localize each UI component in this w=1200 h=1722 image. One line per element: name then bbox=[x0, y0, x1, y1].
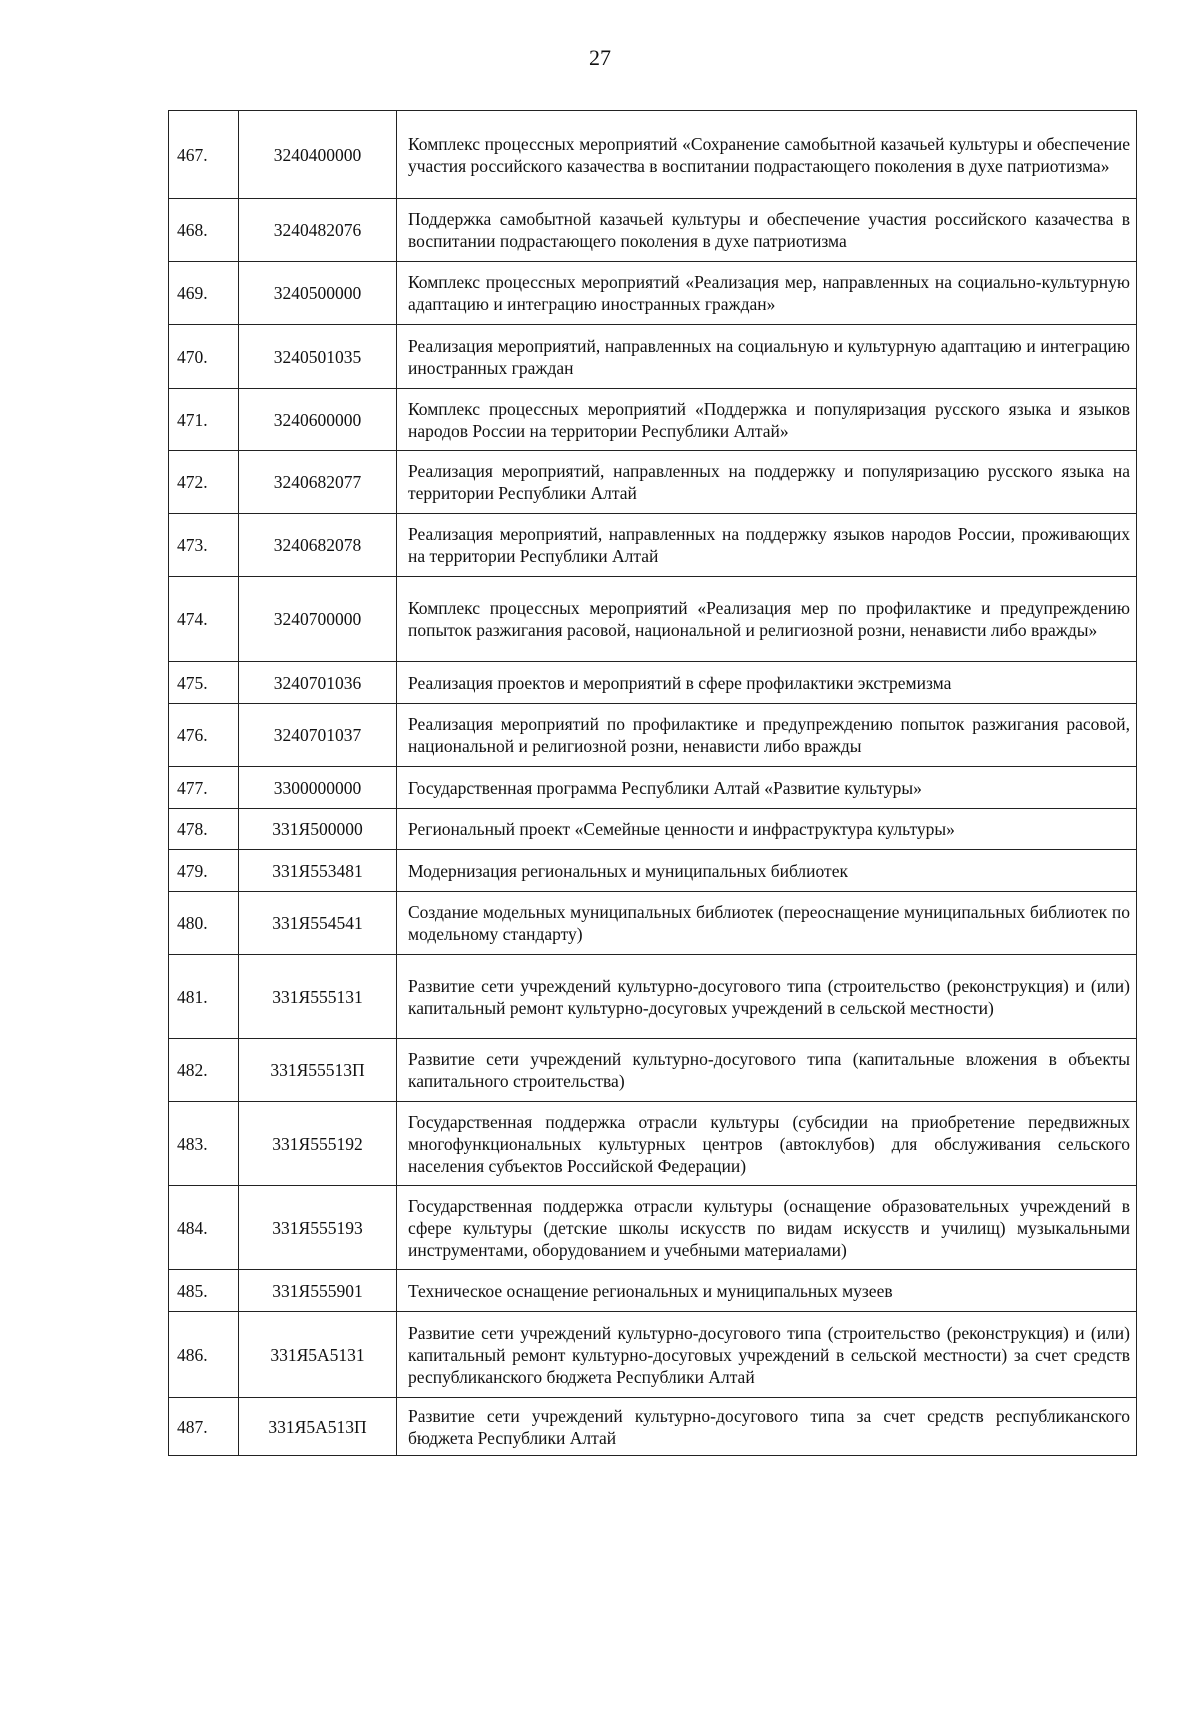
row-number-cell: 481. bbox=[169, 955, 239, 1039]
table-row bbox=[169, 514, 1137, 577]
expense-name-cell: Создание модельных муниципальных библиотек (переоснащение муниципальных библиотек по модельному стандарту) bbox=[397, 892, 1137, 955]
expense-name-cell: Комплекс процессных мероприятий «Реализация мер по профилактике и предупреждению попыток разжигания расовой, национальной и религиозной розни, ненависти либо вражды» bbox=[397, 577, 1137, 662]
expense-name-cell: Реализация проектов и мероприятий в сфере профилактики экстремизма bbox=[397, 662, 1137, 704]
table-row bbox=[169, 325, 1137, 389]
budget-code-cell: 331Я555192 bbox=[239, 1102, 397, 1186]
budget-code-cell: 331Я555131 bbox=[239, 955, 397, 1039]
budget-code-cell: 3240682078 bbox=[239, 514, 397, 577]
budget-code-cell: 3240701036 bbox=[239, 662, 397, 704]
expense-name-cell: Развитие сети учреждений культурно-досугового типа (капитальные вложения в объекты капитального строительства) bbox=[397, 1039, 1137, 1102]
budget-code-cell: 3240682077 bbox=[239, 451, 397, 514]
budget-code-cell: 3240600000 bbox=[239, 389, 397, 451]
budget-code-cell: 3240701037 bbox=[239, 704, 397, 767]
expense-name-cell: Развитие сети учреждений культурно-досугового типа (строительство (реконструкция) и (или) капитальный ремонт культурно-досуговых учреждений в сельской местности) bbox=[397, 955, 1137, 1039]
budget-code-cell: 331Я553481 bbox=[239, 850, 397, 892]
row-number-cell: 477. bbox=[169, 767, 239, 809]
table-row bbox=[169, 451, 1137, 514]
row-number-cell: 484. bbox=[169, 1186, 239, 1270]
row-number-cell: 472. bbox=[169, 451, 239, 514]
budget-code-cell: 331Я500000 bbox=[239, 809, 397, 850]
row-number-cell: 478. bbox=[169, 809, 239, 850]
row-number-cell: 476. bbox=[169, 704, 239, 767]
row-number-cell: 479. bbox=[169, 850, 239, 892]
expense-name-cell: Комплекс процессных мероприятий «Реализация мер, направленных на социально-культурную адаптацию и интеграцию иностранных граждан» bbox=[397, 262, 1137, 325]
expense-name-cell: Комплекс процессных мероприятий «Поддержка и популяризация русского языка и языков народов России на территории Республики Алтай» bbox=[397, 389, 1137, 451]
table-row bbox=[169, 1398, 1137, 1456]
row-number-cell: 475. bbox=[169, 662, 239, 704]
table-row bbox=[169, 1039, 1137, 1102]
row-number-cell: 474. bbox=[169, 577, 239, 662]
table-row bbox=[169, 892, 1137, 955]
table-row bbox=[169, 767, 1137, 809]
table-row bbox=[169, 1270, 1137, 1312]
row-number-cell: 480. bbox=[169, 892, 239, 955]
row-number-cell: 487. bbox=[169, 1398, 239, 1456]
budget-code-cell: 331Я555901 bbox=[239, 1270, 397, 1312]
expense-name-cell: Поддержка самобытной казачьей культуры и обеспечение участия российского казачества в воспитании подрастающего поколения в духе патриотизма bbox=[397, 199, 1137, 262]
expense-name-cell: Региональный проект «Семейные ценности и инфраструктура культуры» bbox=[397, 809, 1137, 850]
table-row bbox=[169, 199, 1137, 262]
table-row bbox=[169, 111, 1137, 199]
expense-name-cell: Реализация мероприятий, направленных на поддержку языков народов России, проживающих на территории Республики Алтай bbox=[397, 514, 1137, 577]
table-row bbox=[169, 1312, 1137, 1398]
budget-code-cell: 331Я555193 bbox=[239, 1186, 397, 1270]
budget-code-cell: 331Я5А5131 bbox=[239, 1312, 397, 1398]
table-row bbox=[169, 389, 1137, 451]
expense-name-cell: Реализация мероприятий, направленных на поддержку и популяризацию русского языка на территории Республики Алтай bbox=[397, 451, 1137, 514]
budget-code-cell: 3240700000 bbox=[239, 577, 397, 662]
row-number-cell: 483. bbox=[169, 1102, 239, 1186]
table-row bbox=[169, 955, 1137, 1039]
row-number-cell: 485. bbox=[169, 1270, 239, 1312]
expense-name-cell: Техническое оснащение региональных и муниципальных музеев bbox=[397, 1270, 1137, 1312]
budget-code-cell: 3240501035 bbox=[239, 325, 397, 389]
row-number-cell: 471. bbox=[169, 389, 239, 451]
expense-name-cell: Государственная поддержка отрасли культуры (субсидии на приобретение передвижных многофункциональных культурных центров (автоклубов) для обслуживания сельского населения субъектов Российской Федерации) bbox=[397, 1102, 1137, 1186]
table-row bbox=[169, 262, 1137, 325]
table-row bbox=[169, 1186, 1137, 1270]
row-number-cell: 469. bbox=[169, 262, 239, 325]
table-body bbox=[169, 111, 1137, 1456]
row-number-cell: 467. bbox=[169, 111, 239, 199]
expense-name-cell: Государственная поддержка отрасли культуры (оснащение образовательных учреждений в сфере культуры (детские школы искусств по видам искусств и училищ) музыкальными инструментами, оборудованием и учебными материалами) bbox=[397, 1186, 1137, 1270]
budget-code-cell: 3240482076 bbox=[239, 199, 397, 262]
expense-name-cell: Развитие сети учреждений культурно-досугового типа (строительство (реконструкция) и (или) капитальный ремонт культурно-досуговых учреждений в сельской местности) за счет средств республиканского бюджета Республики Алтай bbox=[397, 1312, 1137, 1398]
page-number: 27 bbox=[589, 45, 611, 70]
table-row bbox=[169, 809, 1137, 850]
table-row bbox=[169, 577, 1137, 662]
expense-name-cell: Реализация мероприятий, направленных на социальную и культурную адаптацию и интеграцию иностранных граждан bbox=[397, 325, 1137, 389]
expense-name-cell: Модернизация региональных и муниципальных библиотек bbox=[397, 850, 1137, 892]
expense-name-cell: Реализация мероприятий по профилактике и предупреждению попыток разжигания расовой, национальной и религиозной розни, ненависти либо вражды bbox=[397, 704, 1137, 767]
budget-code-cell: 3240500000 bbox=[239, 262, 397, 325]
row-number-cell: 468. bbox=[169, 199, 239, 262]
budget-code-cell: 331Я55513П bbox=[239, 1039, 397, 1102]
expense-name-cell: Государственная программа Республики Алтай «Развитие культуры» bbox=[397, 767, 1137, 809]
budget-classification-table bbox=[168, 110, 1137, 1456]
table-row bbox=[169, 850, 1137, 892]
row-number-cell: 473. bbox=[169, 514, 239, 577]
row-number-cell: 482. bbox=[169, 1039, 239, 1102]
budget-code-cell: 331Я5А513П bbox=[239, 1398, 397, 1456]
expense-name-cell: Комплекс процессных мероприятий «Сохранение самобытной казачьей культуры и обеспечение участия российского казачества в воспитании подрастающего поколения в духе патриотизма» bbox=[397, 111, 1137, 199]
table-row bbox=[169, 1102, 1137, 1186]
expense-name-cell: Развитие сети учреждений культурно-досугового типа за счет средств республиканского бюджета Республики Алтай bbox=[397, 1398, 1137, 1456]
row-number-cell: 486. bbox=[169, 1312, 239, 1398]
budget-code-cell: 3300000000 bbox=[239, 767, 397, 809]
table-row bbox=[169, 662, 1137, 704]
row-number-cell: 470. bbox=[169, 325, 239, 389]
budget-code-cell: 3240400000 bbox=[239, 111, 397, 199]
budget-code-cell: 331Я554541 bbox=[239, 892, 397, 955]
table-row bbox=[169, 704, 1137, 767]
